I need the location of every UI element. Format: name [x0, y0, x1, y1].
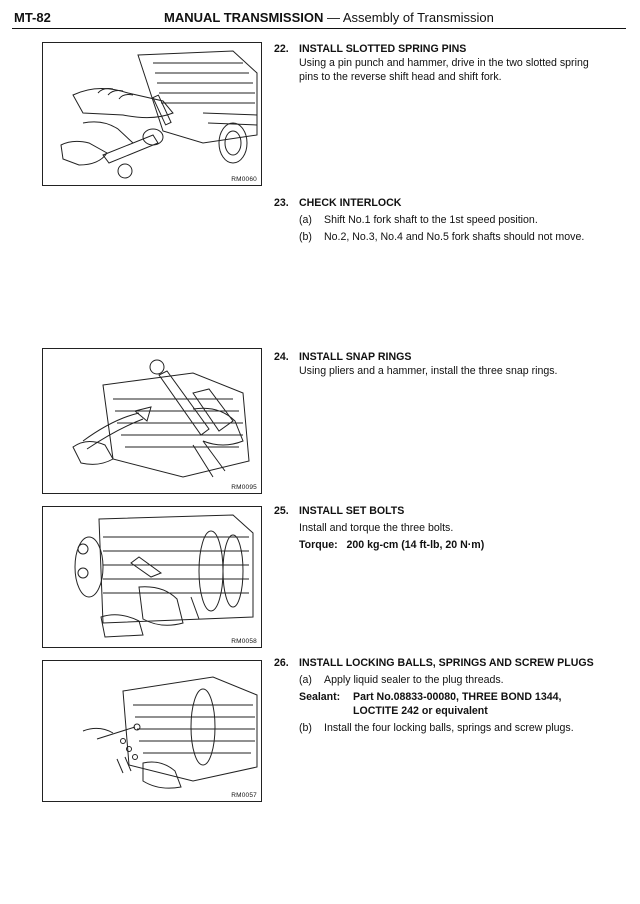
section-title: MANUAL TRANSMISSION: [164, 10, 324, 25]
sub-step-label: (a): [299, 674, 312, 686]
section-subtitle: Assembly of Transmission: [342, 10, 494, 25]
figure-code: RM0095: [231, 484, 257, 491]
sub-step-b: [299, 721, 604, 735]
sub-step-text: Install the four locking balls, springs and screw plugs.: [324, 722, 574, 734]
figure-code: RM0060: [231, 176, 257, 183]
step-number: 23.: [274, 197, 289, 209]
sub-step-label: (b): [299, 231, 312, 243]
step-number: 25.: [274, 505, 289, 517]
step-heading: [274, 350, 604, 364]
step-24: [274, 350, 604, 378]
spec-label: Torque:: [299, 539, 338, 551]
page-title: MANUAL TRANSMISSION — Assembly of Transmission: [164, 10, 494, 25]
figure-code: RM0057: [231, 792, 257, 799]
step-heading: [274, 656, 604, 670]
spec-value: Part No.08833-00080, THREE BOND 1344, LOCTITE 242 or equivalent: [353, 691, 562, 717]
step-number: 22.: [274, 43, 289, 55]
spring-pins-illustration: [43, 43, 261, 185]
locking-balls-illustration: [43, 661, 261, 801]
figure-snap-rings: [42, 348, 262, 494]
step-number: 24.: [274, 351, 289, 363]
sub-step-label: (b): [299, 722, 312, 734]
page-number: MT-82: [14, 10, 51, 25]
step-23: [274, 196, 604, 244]
set-bolts-illustration: [43, 507, 261, 647]
spec-label: Sealant:: [299, 691, 341, 703]
step-title: INSTALL SNAP RINGS: [299, 351, 412, 363]
step-text: Using a pin punch and hammer, drive in the two slotted spring pins to the reverse shift head and shift fork.: [299, 57, 589, 83]
step-heading: [274, 42, 604, 56]
torque-spec: [299, 538, 604, 552]
step-title: INSTALL LOCKING BALLS, SPRINGS AND SCREW PLUGS: [299, 657, 594, 669]
step-title: INSTALL SLOTTED SPRING PINS: [299, 43, 467, 55]
step-text: Using pliers and a hammer, install the three snap rings.: [299, 365, 558, 377]
sub-step-text: No.2, No.3, No.4 and No.5 fork shafts should not move.: [324, 231, 585, 243]
sub-step-a: [299, 213, 604, 227]
spec-value: 200 kg-cm (14 ft-lb, 20 N·m): [346, 539, 485, 551]
sub-step-text: Shift No.1 fork shaft to the 1st speed position.: [324, 214, 538, 226]
step-22: [274, 42, 604, 84]
snap-rings-illustration: [43, 349, 261, 493]
figure-set-bolts: [42, 506, 262, 648]
sub-step-b: [299, 230, 604, 244]
sealant-spec: [299, 690, 604, 718]
figure-code: RM0058: [231, 638, 257, 645]
sub-step-a: [299, 673, 604, 687]
sub-step-label: (a): [299, 214, 312, 226]
figure-locking-balls: [42, 660, 262, 802]
step-25: [274, 504, 604, 552]
step-number: 26.: [274, 657, 289, 669]
step-title: CHECK INTERLOCK: [299, 197, 402, 209]
step-heading: [274, 504, 604, 518]
step-heading: [274, 196, 604, 210]
sub-step-text: Apply liquid sealer to the plug threads.: [324, 674, 504, 686]
step-title: INSTALL SET BOLTS: [299, 505, 405, 517]
page-header: [12, 8, 626, 29]
step-text: Install and torque the three bolts.: [299, 522, 454, 534]
step-26: [274, 656, 604, 735]
figure-spring-pins: [42, 42, 262, 186]
